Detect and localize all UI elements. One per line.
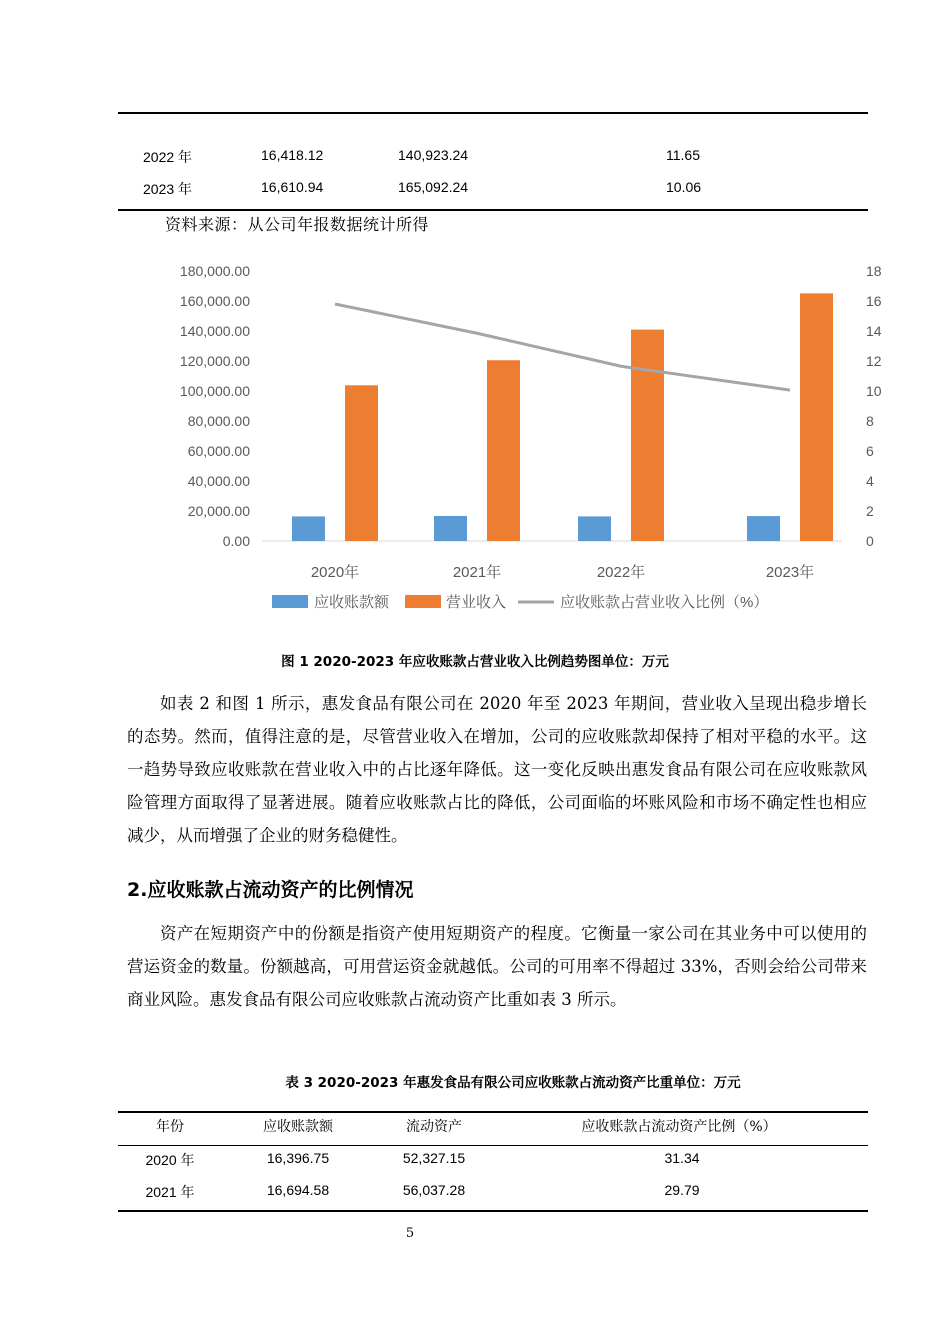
y-left-tick-label: 40,000.00 [187, 473, 250, 489]
bar-revenue [800, 293, 833, 541]
table3-row-2020-receivable: 16,396.75 [266, 1150, 330, 1166]
table3-row-2021-receivable: 16,694.58 [266, 1182, 330, 1198]
legend-swatch-revenue [405, 595, 441, 608]
bar-revenue [487, 360, 520, 541]
table3-row-2021-current-assets: 56,037.28 [402, 1182, 466, 1198]
y-left-tick-label: 60,000.00 [187, 443, 250, 459]
y-left-tick-label: 100,000.00 [179, 383, 250, 399]
top-table-rule-top [118, 112, 868, 114]
table3-header-year: 年份 [156, 1119, 184, 1135]
table3-header-current-assets: 流动资产 [406, 1119, 462, 1135]
table3-row-2020-ratio: 31.34 [664, 1150, 700, 1166]
y-left-tick-label: 0.00 [222, 533, 250, 549]
line-ratio [335, 304, 790, 390]
page-number: 5 [405, 1226, 415, 1241]
y-left-tick-label: 180,000.00 [179, 263, 250, 279]
x-tick-label: 2021年 [452, 564, 502, 581]
table3-rule-header [118, 1145, 868, 1146]
trend-chart [150, 255, 900, 625]
bar-receivable [747, 516, 780, 541]
table3-header-receivable: 应收账款额 [263, 1119, 333, 1135]
y-left-tick-label: 140,000.00 [179, 323, 250, 339]
y-right-tick-label: 8 [866, 413, 874, 429]
top-row-2022-ratio: 11.65 [666, 147, 700, 163]
top-row-2022-year: 2022 年 [143, 149, 193, 165]
table3-row-2020-year: 2020 年 [145, 1152, 195, 1168]
y-left-tick-label: 80,000.00 [187, 413, 250, 429]
legend-label-revenue: 营业收入 [446, 594, 507, 611]
y-right-tick-label: 4 [866, 473, 874, 489]
top-row-2023-ratio: 10.06 [666, 179, 702, 195]
legend-label-ratio: 应收账款占营业收入比例（%） [560, 594, 769, 611]
y-right-tick-label: 18 [866, 263, 882, 279]
source-note: 资料来源：从公司年报数据统计所得 [165, 215, 430, 234]
paragraph-2: 资产在短期资产中的份额是指资产使用短期资产的程度。它衡量一家公司在其业务中可以使用的营运资金的数量。份额越高，可用营运资金就越低。公司的可用率不得超过 33%，否则会给公司带来商业风险。惠发食品有限公司应收账款占流动资产比重如表 3 所示。 [127, 924, 867, 1009]
top-row-2023-receivable: 16,610.94 [261, 179, 324, 195]
table3-row-2021-ratio: 29.79 [664, 1182, 700, 1198]
table3-header-ratio: 应收账款占流动资产比例（%） [581, 1119, 777, 1135]
bar-receivable [292, 516, 325, 541]
top-table-rule-bottom [118, 209, 868, 211]
x-tick-label: 2022年 [596, 564, 646, 581]
y-right-tick-label: 6 [866, 443, 874, 459]
section-heading: 2.应收账款占流动资产的比例情况 [127, 879, 414, 901]
y-left-tick-label: 160,000.00 [179, 293, 250, 309]
y-left-tick-label: 120,000.00 [179, 353, 250, 369]
bar-receivable [578, 516, 611, 541]
bar-revenue [345, 385, 378, 541]
y-right-tick-label: 10 [866, 383, 882, 399]
table3-rule-bottom [118, 1210, 868, 1212]
top-row-2022-revenue: 140,923.24 [398, 147, 469, 163]
bar-revenue [631, 330, 664, 541]
y-left-tick-label: 20,000.00 [187, 503, 250, 519]
legend-swatch-receivable [272, 595, 308, 608]
top-row-2022-receivable: 16,418.12 [261, 147, 324, 163]
y-right-tick-label: 16 [866, 293, 882, 309]
x-tick-label: 2020年 [310, 564, 360, 581]
y-right-tick-label: 0 [866, 533, 874, 549]
y-right-tick-label: 12 [866, 353, 882, 369]
paragraph-1: 如表 2 和图 1 所示，惠发食品有限公司在 2020 年至 2023 年期间，营业收入呈现出稳步增长的态势。然而，值得注意的是，尽管营业收入在增加，公司的应收账款却保持了相对平稳的水平。这一趋势导致应收账款在营业收入中的占比逐年降低。这一变化反映出惠发食品有限公司在应收账款风险管理方面取得了显著进展。随着应收账款占比的降低，公司面临的坏账风险和市场不确定性也相应减少，从而增强了企业的财务稳健性。 [127, 694, 867, 845]
bar-receivable [434, 516, 467, 541]
x-tick-label: 2023年 [765, 564, 815, 581]
table3-caption: 表 3 2020-2023 年惠发食品有限公司应收账款占流动资产比重单位：万元 [285, 1075, 741, 1091]
table3-row-2021-year: 2021 年 [145, 1184, 195, 1200]
top-row-2023-year: 2023 年 [143, 181, 193, 197]
table3-row-2020-current-assets: 52,327.15 [402, 1150, 466, 1166]
table3-rule-top [118, 1111, 868, 1113]
legend-label-receivable: 应收账款额 [314, 594, 390, 611]
y-right-tick-label: 2 [866, 503, 874, 519]
figure-caption: 图 1 2020-2023 年应收账款占营业收入比例趋势图单位：万元 [281, 654, 669, 670]
y-right-tick-label: 14 [866, 323, 882, 339]
top-row-2023-revenue: 165,092.24 [398, 179, 469, 195]
